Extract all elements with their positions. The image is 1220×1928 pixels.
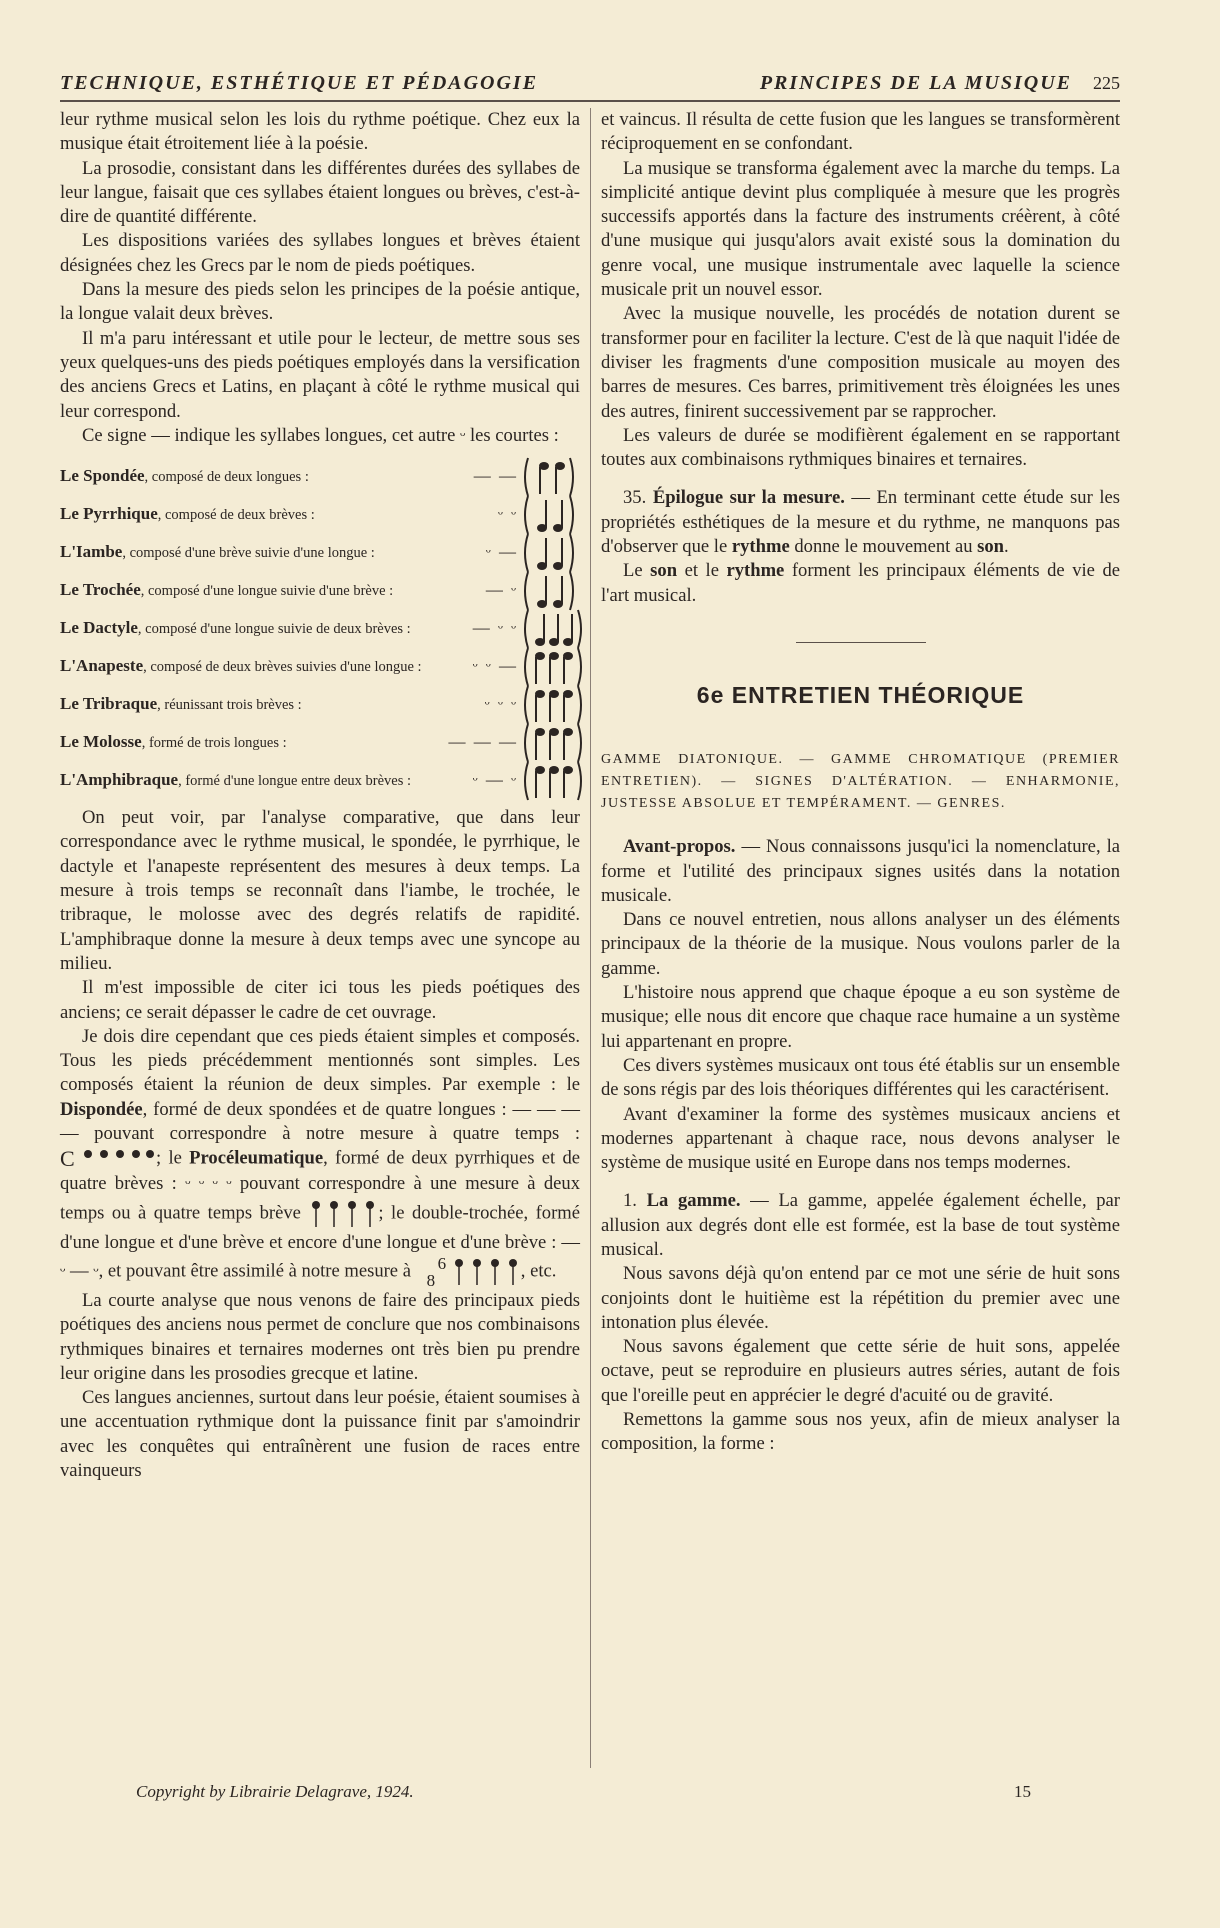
header-right-title: PRINCIPES DE LA MUSIQUE [759, 72, 1072, 94]
paragraph: On peut voir, par l'analyse comparative, que dans leur correspondance avec le rythme musical, le spondée, le pyrrhique, le dactyle et l'anapeste représentent des mesures à deux temps. La mesure à trois temps se reconnaît dans l'iambe, le trochée, le tribraque, le molosse avec des degrés relatifs de rapidité. L'amphibraque donne la mesure à deux temps avec une syncope au milieu. [60, 807, 580, 974]
whole-measure-notes-icon [60, 1146, 156, 1172]
paragraph: Nous savons également que cette série de huit sons, appelée octave, peut se reproduire en plusieurs autres séries, autant de fois que l'oreille peut en apprécier le degré d'acuité ou de gravité. [601, 1336, 1120, 1406]
six-eight-notes-icon [451, 1255, 521, 1289]
foot-meter: ᵕ ᵕ [497, 504, 518, 524]
foot-row [60, 458, 580, 496]
left-column [60, 108, 580, 1483]
epilogue-paragraph: 35. Épilogue sur la mesure. — En terminant cette étude sur les propriétés esthétiques de la mesure et du rythme, ne manquons pas d'observer que le rythme donne le mouvement au son. [601, 487, 1120, 558]
paragraph: La prosodie, consistant dans les différentes durées des syllabes de leur langue, faisait que ces syllabes étaient longues ou brèves, c'est-à-dire de quantité différente. [60, 157, 580, 228]
foot-label: L'Amphibraque, formé d'une longue entre deux brèves : [60, 770, 412, 790]
paragraph: Dans la mesure des pieds selon les principes de la poésie antique, la longue valait deux brèves. [60, 279, 580, 325]
svg-text:C: C [60, 1146, 75, 1172]
foot-meter: ᵕ — [485, 542, 518, 562]
foot-meter: ᵕ ᵕ ᵕ [484, 694, 518, 714]
foot-row [60, 572, 580, 610]
foot-row [60, 648, 580, 686]
foot-row [60, 686, 580, 724]
paragraph: Le son et le rythme forment les principaux éléments de vie de l'art musical. [601, 560, 1120, 606]
brief-notes-icon [308, 1197, 378, 1231]
foot-meter: ᵕ ᵕ — [472, 656, 518, 676]
paragraph: leur rythme musical selon les lois du rythme poétique. Chez eux la musique était étroitement liée à la poésie. [60, 109, 580, 155]
section-separator [796, 642, 926, 643]
paragraph: et vaincus. Il résulta de cette fusion que les langues se transformèrent réciproquement en se confondant. [601, 109, 1120, 155]
foot-row [60, 724, 580, 762]
time-signature: 6 8 [426, 1253, 447, 1290]
foot-meter: — ᵕ ᵕ [472, 618, 518, 638]
signature-number: 15 [1014, 1782, 1031, 1801]
foot-meter: — — — [448, 732, 518, 752]
paragraph: Les valeurs de durée se modifièrent également en se rapportant toutes aux combinaisons rythmiques binaires et ternaires. [601, 424, 1120, 471]
page-number: 225 [1093, 73, 1120, 93]
paragraph: Il m'a paru intéressant et utile pour le lecteur, de mettre sous ses yeux quelques-uns des pieds poétiques employés dans la versification des anciens Grecs et Latins, en plaçant à côté le rythme musical qui leur correspond. [60, 327, 580, 422]
paragraph: Nous savons déjà qu'on entend par ce mot une série de huit sons conjoints dont le huitième est la répétition du premier avec une intonation plus élevée. [601, 1263, 1120, 1333]
paragraph: Les dispositions variées des syllabes longues et brèves étaient désignées chez les Grecs par le nom de pieds poétiques. [60, 230, 580, 276]
paragraph: Dans ce nouvel entretien, nous allons analyser un des éléments principaux de la théorie de la musique. Nous voulons parler de la gamme. [601, 909, 1120, 979]
foot-row [60, 496, 580, 534]
section-subtitle: GAMME DIATONIQUE. — GAMME CHROMATIQUE (PREMIER ENTRETIEN). — SIGNES D'ALTÉRATION. — ENHARMONIE, JUSTESSE ABSOLUE ET TEMPÉRAMENT. — GENRES. [601, 752, 1120, 812]
paragraph: La courte analyse que nous venons de faire des principaux pieds poétiques des anciens nous permet de conclure que nos combinaisons rythmiques binaires et ternaires modernes ont très bien pu prendre leur origine dans les prosodies grecque et latine. [60, 1289, 580, 1384]
paragraph: Je dois dire cependant que ces pieds étaient simples et composés. Tous les pieds précédemment mentionnés sont simples. Les composés étaient la réunion de deux simples. Par exemple : le Dispondée, formé de deux spondées et de quatre longues : — — — — pouvant correspondre à notre mesure à quatre temps : C ; le Procéleumatique, formé de deux pyrrhiques et de quatre brèves : ᵕ ᵕ ᵕ ᵕ pouvant correspondre à une mesure à deux temps ou à quatre temps brève ; le double-trochée, formé d'une longue et d'une brève et encore d'une longue et d'une brève : — ᵕ — ᵕ, et pouvant être assimilé à notre mesure à 6 8 , etc. [60, 1025, 580, 1290]
foot-label: L'Anapeste, composé de deux brèves suivies d'une longue : [60, 656, 422, 676]
foot-label: Le Pyrrhique, composé de deux brèves : [60, 504, 315, 524]
foot-row [60, 762, 580, 800]
running-header [60, 70, 1120, 102]
paragraph: Ce signe — indique les syllabes longues, cet autre ᵕ les courtes : [82, 424, 559, 446]
foot-label: Le Spondée, composé de deux longues : [60, 466, 309, 486]
foot-meter: — ᵕ [485, 580, 518, 600]
poetic-feet-list [60, 458, 580, 800]
column-divider [590, 108, 591, 1768]
paragraph: La musique se transforma également avec la marche du temps. La simplicité antique devint plus compliquée à mesure que les progrès successifs apportés dans la facture des instruments créèrent, à côté d'une musique qui jusqu'alors avait existé sous la domination du genre vocal, une musique instrumentale avec laquelle la science musicale prit un nouvel essor. [601, 157, 1120, 301]
paragraph: Avant d'examiner la forme des systèmes musicaux anciens et modernes appartenant à chaque race, nous devons analyser le système de musique usité en Europe dans nos temps modernes. [601, 1103, 1120, 1174]
paragraph: Avec la musique nouvelle, les procédés de notation durent se transformer pour en faciliter la lecture. C'est de là que naquit l'idée de diviser les fragments d'une composition musicale au moyen des barres de mesures. Ces barres, primitivement très éloignées les unes des autres, finirent successivement par se rapprocher. [601, 303, 1120, 422]
paragraph: Ces langues anciennes, surtout dans leur poésie, étaient soumises à une accentuation rythmique dont la puissance finit par s'amoindrir avec les conquêtes qui entraînèrent une fusion de races entre vainqueurs [60, 1387, 580, 1481]
rhythm-notation-icon [520, 758, 586, 804]
paragraph: Avant-propos. — Nous connaissons jusqu'ici la nomenclature, la forme et l'utilité des principaux signes usités dans la notation musicale. [601, 836, 1120, 906]
foot-label: Le Dactyle, composé d'une longue suivie de deux brèves : [60, 618, 411, 638]
foot-label: Le Tribraque, réunissant trois brèves : [60, 694, 302, 714]
foot-label: L'Iambe, composé d'une brève suivie d'une longue : [60, 542, 375, 562]
paragraph: L'histoire nous apprend que chaque époque a eu son système de musique; elle nous dit encore que chaque race humaine a un système lui appartenant en propre. [601, 982, 1120, 1052]
section-title: 6e ENTRETIEN THÉORIQUE [696, 681, 1025, 708]
foot-label: Le Molosse, formé de trois longues : [60, 732, 287, 752]
foot-row [60, 534, 580, 572]
foot-label: Le Trochée, composé d'une longue suivie d'une brève : [60, 580, 394, 600]
header-left-title: TECHNIQUE, ESTHÉTIQUE ET PÉDAGOGIE [60, 72, 539, 94]
paragraph: Ces divers systèmes musicaux ont tous été établis sur un ensemble de sons régis par des lois théoriques différentes qui les caractérisent. [601, 1054, 1120, 1101]
foot-row [60, 610, 580, 648]
paragraph: Remettons la gamme sous nos yeux, afin de mieux analyser la composition, la forme : [601, 1409, 1120, 1455]
foot-meter: ᵕ — ᵕ [472, 770, 518, 790]
foot-meter: — — [473, 466, 518, 486]
paragraph: Il m'est impossible de citer ici tous les pieds poétiques des anciens; ce serait dépasser le cadre de cet ouvrage. [60, 977, 580, 1023]
right-column [601, 108, 1120, 1457]
header-right [760, 72, 1120, 95]
paragraph: 1. La gamme. — La gamme, appelée également échelle, par allusion aux degrés dont elle est formée, est la base de tout système musical. [601, 1190, 1121, 1260]
copyright-footer: Copyright by Librairie Delagrave, 1924. [136, 1782, 414, 1801]
